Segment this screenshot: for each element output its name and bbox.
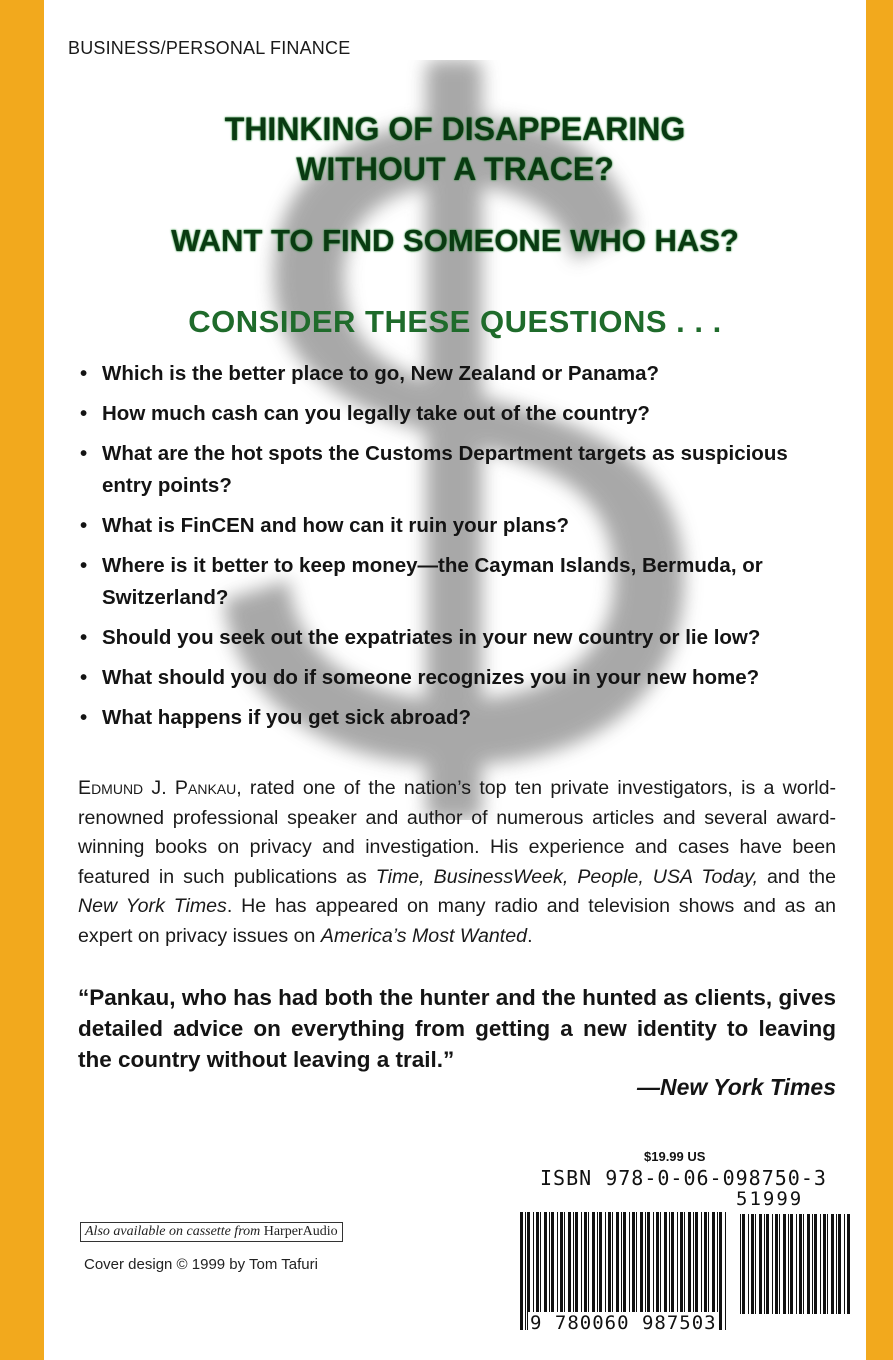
- bullet-icon: •: [80, 362, 88, 385]
- barcode-bar: [755, 1214, 756, 1314]
- barcode-bar: [803, 1214, 804, 1314]
- headline-line-2: WITHOUT A TRACE?: [296, 151, 614, 187]
- bullet-icon: •: [80, 626, 88, 649]
- price-label: $19.99 US: [644, 1149, 706, 1164]
- headline-line-1: THINKING OF DISAPPEARING: [224, 111, 686, 147]
- cover-content: [44, 0, 866, 1360]
- question-item: • What should you do if someone recognizes you in your new home?: [78, 662, 838, 694]
- cover-credit: Cover design © 1999 by Tom Tafuri: [84, 1256, 318, 1273]
- question-item: • Which is the better place to go, New Zealand or Panama?: [78, 358, 838, 390]
- bullet-icon: •: [80, 402, 88, 425]
- barcode-bar: [844, 1214, 845, 1314]
- barcode-bar: [812, 1214, 813, 1314]
- audio-publisher: HarperAudio: [263, 1224, 338, 1239]
- question-item: • What are the hot spots the Customs Department targets as suspicious entry points?: [78, 438, 838, 502]
- barcode-bar: [831, 1214, 834, 1314]
- barcode-bar: [725, 1212, 726, 1330]
- barcode-bar: [820, 1214, 821, 1314]
- author-name: Edmund J. Pankau: [78, 777, 237, 799]
- publication-nyt: New York Times: [78, 895, 227, 917]
- barcode-panel: [510, 1140, 864, 1336]
- ean-number: 9 780060 987503: [530, 1312, 717, 1334]
- barcode-bar: [742, 1214, 745, 1314]
- barcode-bar: [775, 1214, 778, 1314]
- bullet-icon: •: [80, 442, 88, 465]
- barcode-bar: [827, 1214, 828, 1314]
- question-item: • Should you seek out the expatriates in your new country or lie low?: [78, 622, 838, 654]
- barcode-bar: [790, 1214, 793, 1314]
- publication-list: Time, BusinessWeek, People, USA Today,: [375, 865, 759, 888]
- barcode-bar: [525, 1212, 526, 1330]
- book-category: BUSINESS/PERSONAL FINANCE: [68, 38, 351, 58]
- barcode-bar: [838, 1214, 841, 1314]
- bullet-icon: •: [80, 554, 88, 577]
- barcode-bar: [847, 1214, 850, 1314]
- question-list: [78, 358, 838, 742]
- barcode-bar: [779, 1214, 780, 1314]
- barcode-bar: [788, 1214, 789, 1314]
- barcode-bar: [799, 1214, 802, 1314]
- tv-show: America’s Most Wanted: [320, 924, 528, 947]
- barcode-bar: [772, 1214, 773, 1314]
- bullet-icon: •: [80, 666, 88, 689]
- question-item: • How much cash can you legally take out of the country?: [78, 398, 838, 430]
- question-item: • What is FinCEN and how can it ruin your plans?: [78, 510, 838, 542]
- bullet-icon: •: [80, 514, 88, 537]
- barcode-bar: [823, 1214, 826, 1314]
- barcode-bar: [748, 1214, 749, 1314]
- barcode-bar: [740, 1214, 741, 1314]
- author-bio: Edmund J. Pankau, rated one of the nation’s top ten private investigators, is a world-renowned professional speaker and author of numerous articles and several award-winning books on privacy and investigation. His experience and cases have been featured in such publications as Time, BusinessWeek, People, USA Today, and the New York Times. He has appeared on many radio and television shows and as an expert on privacy issues on America’s Most Wanted.: [78, 777, 836, 947]
- barcode-bar: [766, 1214, 769, 1314]
- consider-heading: CONSIDER THESE QUESTIONS . . .: [188, 304, 722, 339]
- barcode-bar: [764, 1214, 765, 1314]
- question-item: • What happens if you get sick abroad?: [78, 702, 838, 734]
- isbn-label: ISBN 978-0-06-098750-3: [540, 1166, 827, 1190]
- price-code: 51999: [736, 1188, 804, 1210]
- question-item: • Where is it better to keep money—the Cayman Islands, Bermuda, or Switzerland?: [78, 550, 838, 614]
- barcode-bar: [759, 1214, 762, 1314]
- cassette-notice: Also available on cassette from HarperAudio: [80, 1222, 343, 1242]
- barcode-bar: [783, 1214, 786, 1314]
- barcode-bar: [814, 1214, 817, 1314]
- barcode-bar: [719, 1212, 722, 1330]
- barcode-bar: [520, 1212, 523, 1330]
- barcode-bar: [796, 1214, 797, 1314]
- quote-attribution: —New York Times: [637, 1074, 836, 1100]
- barcode-bar: [836, 1214, 837, 1314]
- review-quote: “Pankau, who has had both the hunter and the hunted as clients, gives detailed advice on everything from getting a new identity to leaving the country without leaving a trail.”: [78, 985, 836, 1072]
- barcode-bar: [807, 1214, 810, 1314]
- barcode-bar: [751, 1214, 754, 1314]
- bullet-icon: •: [80, 706, 88, 729]
- headline-line-3: WANT TO FIND SOMEONE WHO HAS?: [171, 223, 739, 258]
- back-cover: [44, 0, 866, 1360]
